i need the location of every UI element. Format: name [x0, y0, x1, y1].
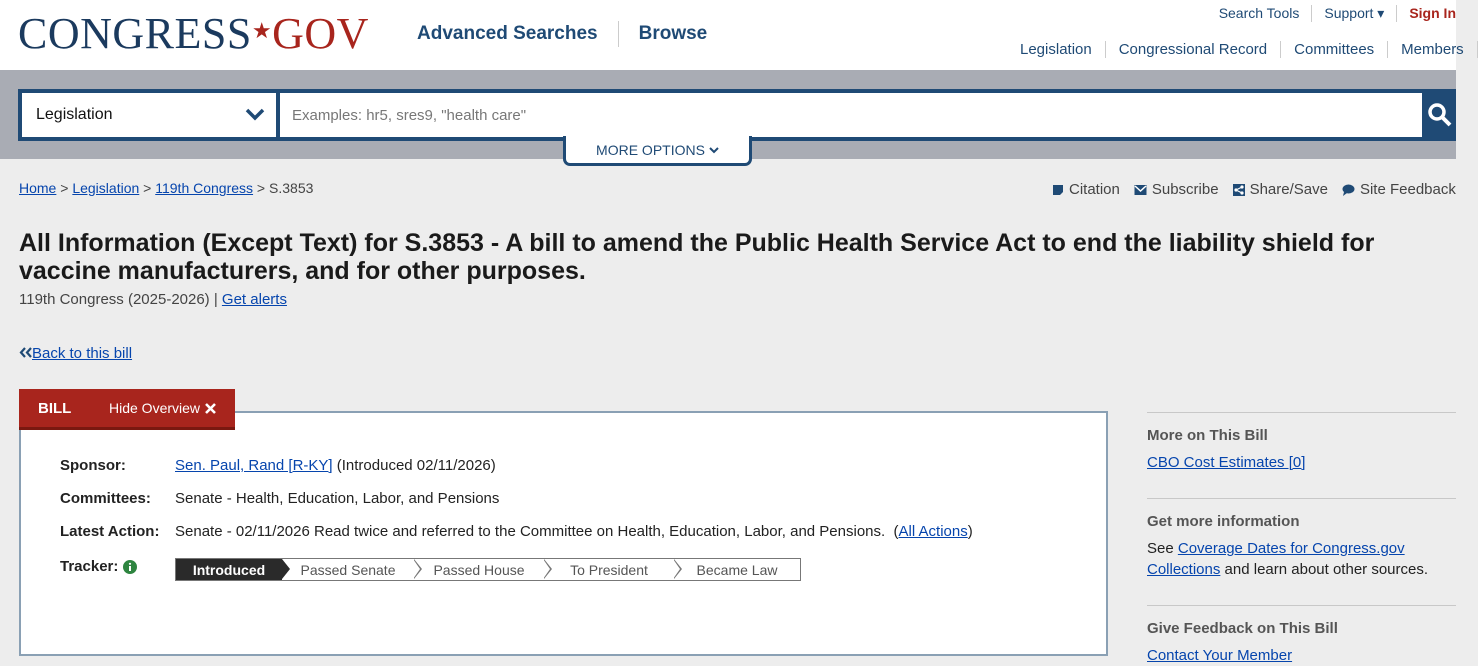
sponsor-label: Sponsor: [60, 457, 126, 474]
tracker-label-wrap [60, 558, 175, 575]
logo-star-icon: ★ [251, 18, 273, 43]
double-chevron-left-icon [19, 347, 32, 358]
more-options-button[interactable] [563, 136, 752, 166]
feedback-tool[interactable] [1342, 181, 1456, 198]
committees-label: Committees: [60, 490, 151, 507]
subnav-congressional-record[interactable]: Congressional Record [1106, 41, 1281, 58]
tracker-step-label: Passed House [433, 561, 525, 578]
search-band [0, 70, 1456, 159]
all-actions-link[interactable]: All Actions [898, 523, 968, 540]
committees-value: Senate - Health, Education, Labor, and Pensions [175, 490, 500, 507]
speech-bubble-icon [1342, 184, 1355, 196]
util-sign-in[interactable]: Sign In [1409, 5, 1456, 21]
share-label: Share/Save [1249, 181, 1328, 198]
latest-action-text: Senate - 02/11/2026 Read twice and referred to the Committee on Health, Education, Labor, and Pensions. ( [175, 523, 899, 540]
sidebar-feedback [1147, 605, 1456, 666]
tab-bill[interactable]: BILL [38, 399, 72, 417]
search-box [18, 89, 1456, 141]
tracker-step-label: Passed Senate [300, 561, 396, 578]
tracker-step-label: To President [570, 561, 648, 578]
breadcrumb-congress[interactable]: 119th Congress [155, 180, 254, 196]
tracker-step-label: Became Law [696, 561, 778, 578]
cbo-cost-estimates-link[interactable]: CBO Cost Estimates [0] [1147, 454, 1306, 471]
tracker-label: Tracker: [60, 558, 119, 575]
search-input[interactable] [280, 93, 1422, 137]
latest-action-value [175, 523, 973, 540]
subscribe-label: Subscribe [1151, 181, 1219, 198]
congress-info [19, 291, 287, 308]
share-tool[interactable] [1233, 181, 1328, 198]
overview-tab-bar [19, 389, 235, 430]
close-icon [205, 403, 216, 414]
collection-select-value: Legislation [36, 106, 113, 123]
subnav-committees[interactable]: Committees [1281, 41, 1388, 58]
utility-nav [1207, 5, 1456, 22]
citation-tool[interactable] [1052, 181, 1120, 198]
sidebar-heading: More on This Bill [1147, 427, 1268, 444]
page-title: All Information (Except Text) for S.3853 - A bill to amend the Public Health Service Act to end the liability shield for vaccine manufacturers, and for other purposes. [19, 229, 1375, 285]
divider [1147, 498, 1456, 499]
congress-session: 119th Congress (2025-2026) | [19, 291, 222, 308]
tracker-step-introduced [176, 559, 282, 580]
util-support[interactable]: Support ▾ [1312, 5, 1397, 22]
latest-action-label: Latest Action: [60, 523, 160, 540]
page-tools [1052, 181, 1456, 198]
logo-text-gov: GOV [272, 9, 369, 58]
nav-advanced-searches[interactable]: Advanced Searches [417, 23, 598, 44]
chevron-down-icon [709, 146, 719, 154]
breadcrumb: Home > Legislation > 119th Congress > S.3853 [19, 180, 314, 196]
latest-action-close: ) [967, 523, 973, 540]
logo-text-congress: CONGRESS [18, 9, 252, 58]
more-options-label: MORE OPTIONS [596, 141, 705, 158]
site-header [0, 0, 1464, 70]
contact-member-link[interactable]: Contact Your Member [1147, 647, 1293, 664]
citation-label: Citation [1069, 181, 1120, 198]
sub-nav [1007, 41, 1478, 58]
tracker-step-passed-house [414, 559, 544, 580]
committees-row [60, 490, 499, 507]
sidebar-more-info [1147, 498, 1456, 580]
divider [1147, 605, 1456, 606]
sponsor-link[interactable]: Sen. Paul, Rand [R-KY] [175, 457, 333, 474]
back-to-bill-link[interactable]: Back to this bill [32, 345, 133, 362]
tracker-step-became-law [674, 559, 800, 580]
collection-select[interactable] [22, 93, 276, 137]
envelope-icon [1134, 184, 1147, 196]
search-icon [1427, 102, 1453, 128]
divider [1147, 412, 1456, 413]
tracker-step-to-president [544, 559, 674, 580]
tracker-step-passed-senate [282, 559, 414, 580]
get-alerts-link[interactable]: Get alerts [221, 291, 287, 308]
info-rest-text: and learn about other sources. [1220, 561, 1429, 578]
search-button[interactable] [1424, 89, 1456, 141]
bill-overview-panel [19, 411, 1108, 656]
info-see-text: See [1147, 540, 1178, 557]
sidebar-heading: Get more information [1147, 513, 1300, 530]
back-to-bill[interactable] [19, 345, 132, 362]
chevron-down-icon [244, 103, 266, 125]
hide-overview-button[interactable] [109, 400, 216, 416]
subnav-legislation[interactable]: Legislation [1007, 41, 1106, 58]
breadcrumb-current: S.3853 [269, 180, 314, 196]
nav-browse[interactable]: Browse [638, 23, 708, 44]
sponsor-row [60, 457, 496, 474]
sponsor-value [175, 457, 496, 474]
sidebar-heading: Give Feedback on This Bill [1147, 620, 1338, 637]
hide-overview-label: Hide Overview [109, 400, 201, 416]
latest-action-row [60, 523, 973, 540]
bill-tracker [175, 558, 801, 581]
info-icon[interactable] [123, 560, 137, 574]
sidebar-info-text [1147, 538, 1456, 580]
util-search-tools[interactable]: Search Tools [1207, 5, 1313, 22]
subscribe-tool[interactable] [1134, 181, 1219, 198]
main-nav [417, 21, 707, 47]
citation-icon [1052, 184, 1064, 196]
subnav-members[interactable]: Members [1388, 41, 1478, 58]
coverage-dates-link[interactable]: Coverage Dates for Congress.gov Collections [1147, 540, 1405, 578]
sidebar-more-on-bill [1147, 412, 1456, 473]
tracker-row [60, 558, 175, 575]
congress-gov-logo[interactable] [18, 8, 369, 59]
share-icon [1233, 184, 1245, 196]
breadcrumb-legislation[interactable]: Legislation [72, 180, 140, 196]
nav-divider [618, 21, 619, 47]
feedback-label: Site Feedback [1359, 181, 1456, 198]
breadcrumb-home[interactable]: Home [19, 180, 57, 196]
sponsor-intro-date: (Introduced 02/11/2026) [332, 457, 496, 474]
tracker-step-label: Introduced [192, 561, 266, 578]
